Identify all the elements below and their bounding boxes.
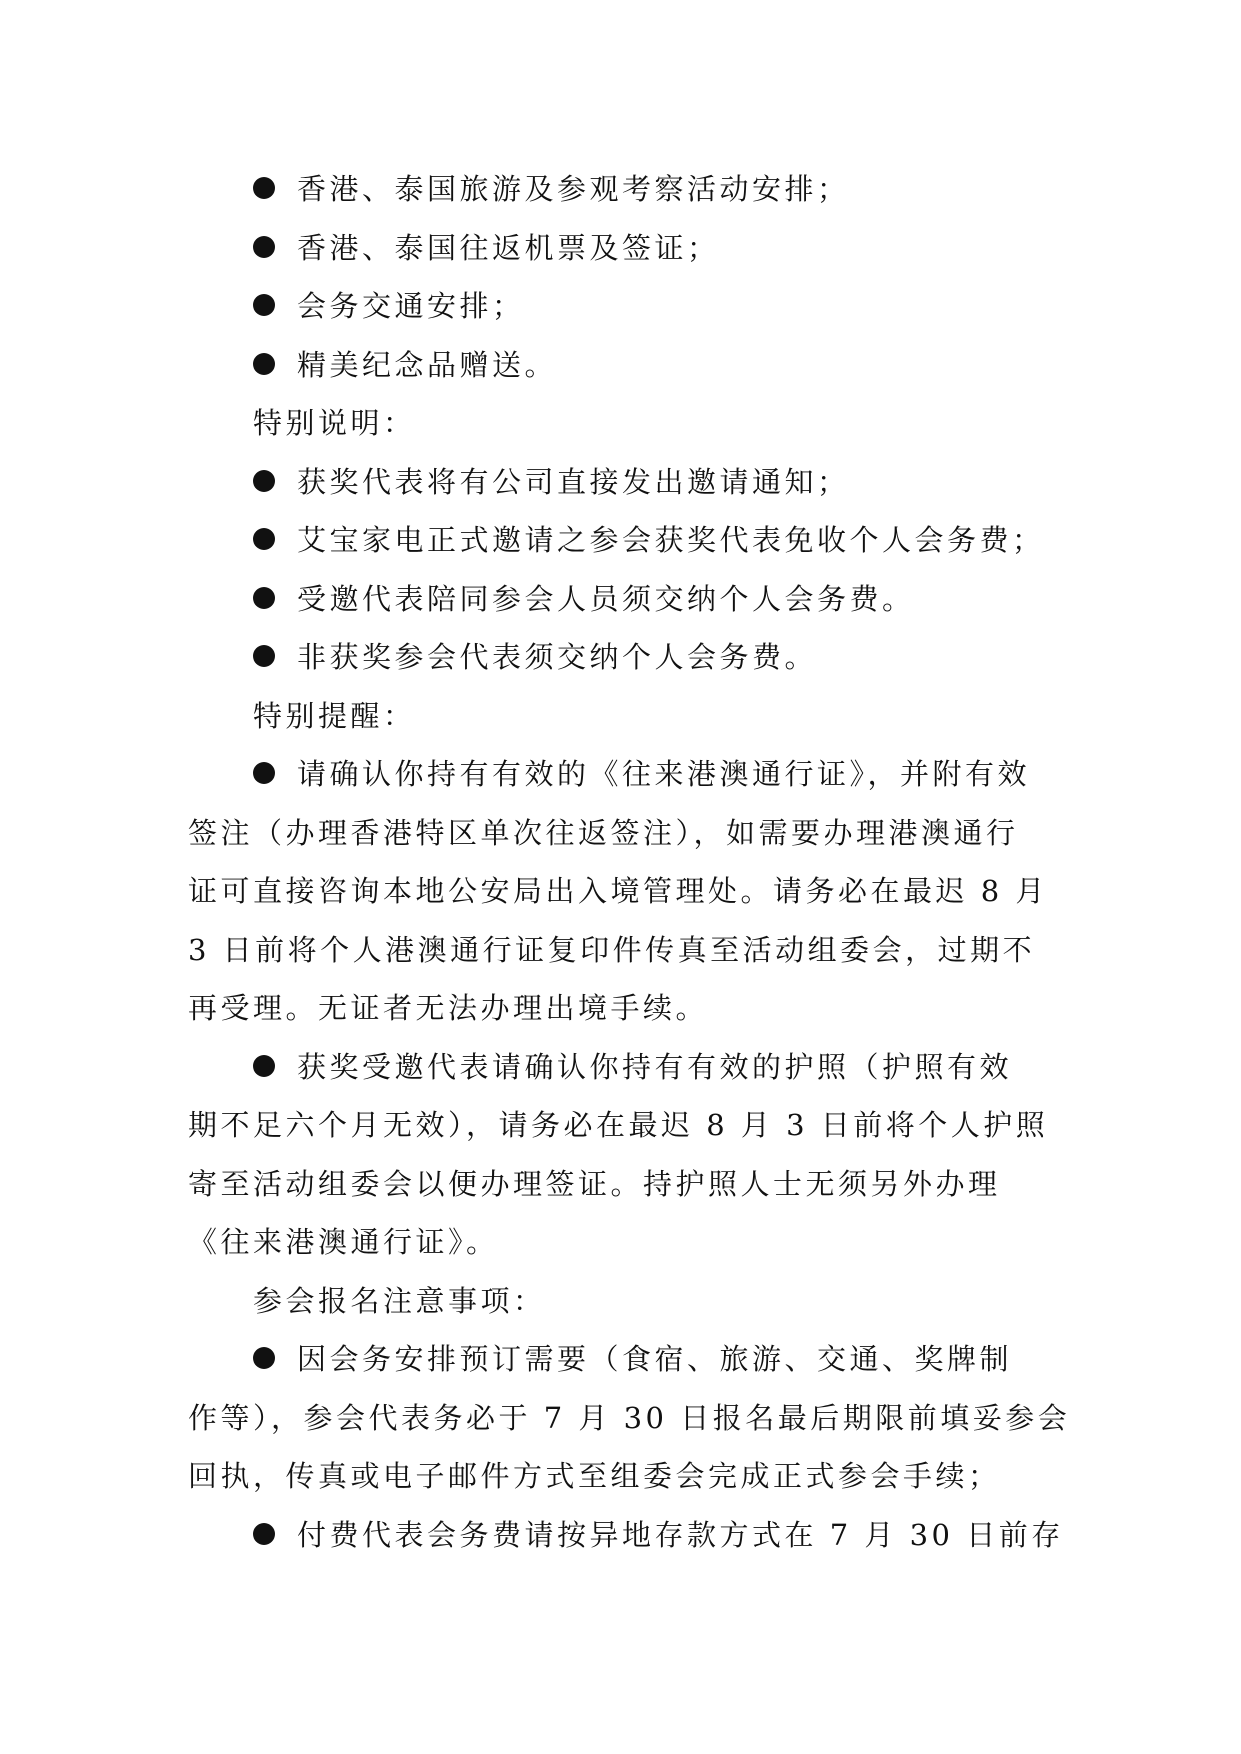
paragraph-line (188, 1038, 1063, 1097)
list-item (188, 453, 1063, 512)
paragraph-line: 证可直接咨询本地公安局出入境管理处。请务必在最迟 8 月 (188, 874, 1048, 908)
list-item-text: 香港、泰国旅游及参观考察活动安排； (297, 172, 850, 206)
paragraph-line: 《往来港澳通行证》。 (188, 1225, 499, 1259)
paragraph-line: 再受理。无证者无法办理出境手续。 (188, 991, 709, 1025)
paragraph-line: 3 日前将个人港澳通行证复印件传真至活动组委会，过期不 (188, 932, 1036, 967)
bullet-icon (253, 587, 275, 609)
list-item-text: 非获奖参会代表须交纳个人会务费。 (297, 640, 818, 674)
bullet-icon (253, 470, 275, 492)
list-item-text: 精美纪念品赠送。 (297, 347, 558, 382)
paragraph-text: 因会务安排预订需要（食宿、旅游、交通、奖牌制 (297, 1342, 1013, 1376)
paragraph-line: 回执，传真或电子邮件方式至组委会完成正式参会手续； (188, 1459, 1001, 1493)
bullet-icon (253, 1055, 275, 1077)
paragraph-line: 签注（办理香港特区单次往返签注），如需要办理港澳通行 (188, 815, 1019, 850)
section-heading-special-reminder: 特别提醒： (253, 698, 416, 733)
list-item (188, 628, 1063, 687)
bullet-icon (253, 1523, 275, 1545)
list-item (188, 511, 1063, 570)
paragraph-line: 期不足六个月无效），请务必在最迟 8 月 3 日前将个人护照 (188, 1108, 1049, 1142)
paragraph-line (188, 745, 1063, 804)
section-heading-registration: 参会报名注意事项： (253, 1283, 546, 1318)
bullet-icon (253, 645, 275, 667)
list-item (188, 219, 1063, 278)
bullet-icon (253, 762, 275, 784)
list-item-text: 会务交通安排； (297, 289, 525, 323)
list-item-text: 受邀代表陪同参会人员须交纳个人会务费。 (297, 581, 915, 616)
section-heading-special-note: 特别说明： (253, 406, 416, 440)
list-item (188, 277, 1063, 336)
paragraph-line (188, 1330, 1063, 1389)
paragraph-line (188, 1506, 1063, 1565)
paragraph-text: 获奖受邀代表请确认你持有有效的护照（护照有效 (297, 1049, 1013, 1084)
list-item (188, 160, 1063, 219)
bullet-icon (253, 1347, 275, 1369)
bullet-icon (253, 294, 275, 316)
bullet-icon (253, 177, 275, 199)
list-item-text: 艾宝家电正式邀请之参会获奖代表免收个人会务费； (297, 523, 1045, 557)
bullet-icon (253, 353, 275, 375)
bullet-icon (253, 236, 275, 258)
list-item-text: 获奖代表将有公司直接发出邀请通知； (297, 464, 850, 499)
document-body (188, 160, 1071, 1564)
paragraph-text: 付费代表会务费请按异地存款方式在 7 月 30 日前存 (297, 1517, 1064, 1552)
list-item (188, 570, 1063, 629)
paragraph-text: 请确认你持有有效的《往来港澳通行证》，并附有效 (297, 757, 1031, 791)
list-item-text: 香港、泰国往返机票及签证； (297, 230, 720, 265)
paragraph-line: 寄至活动组委会以便办理签证。持护照人士无须另外办理 (188, 1166, 1001, 1201)
paragraph-line: 作等），参会代表务必于 7 月 30 日报名最后期限前填妥参会 (188, 1400, 1071, 1435)
bullet-icon (253, 528, 275, 550)
list-item (188, 336, 1063, 395)
